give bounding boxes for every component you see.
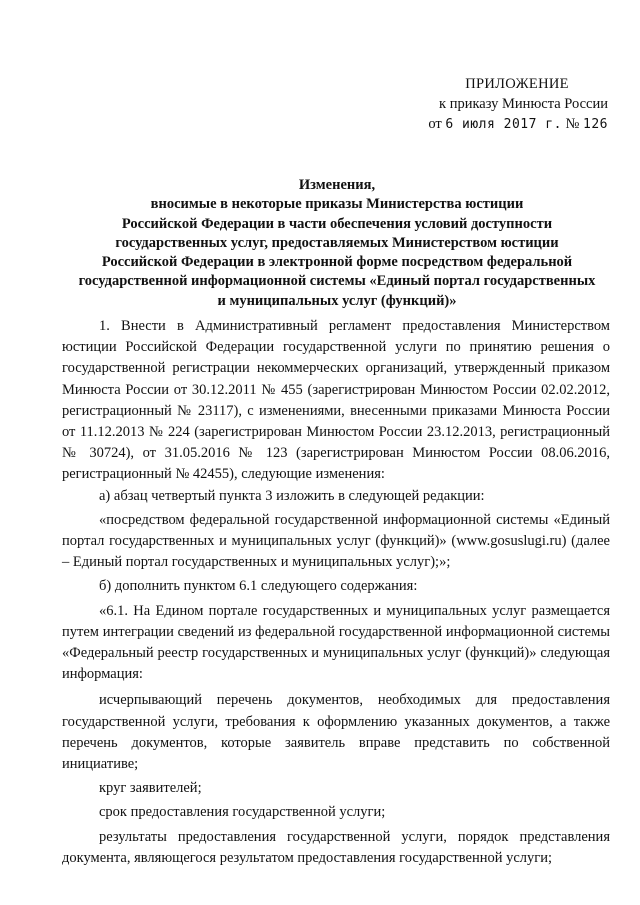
paragraph-sub-b: б) дополнить пунктом 6.1 следующего содержания:: [99, 578, 418, 595]
paragraph-applicants: круг заявителей;: [99, 780, 202, 797]
paragraph-quote-6-1: «6.1. На Едином портале государственных и муниципальных услуг размещается путем интеграции сведений из федеральной государственной информационной системы «Федеральный реестр государственных и муниципальных услуг (функций)» следующая информация:: [62, 602, 610, 683]
paragraph-sub-a: а) абзац четвертый пункта 3 изложить в следующей редакции:: [99, 487, 485, 504]
appendix-title: ПРИЛОЖЕНИЕ: [465, 76, 569, 92]
heading-line: государственных услуг, предоставляемых Министерством юстиции: [115, 234, 559, 251]
paragraph-item-1: 1. Внести в Административный регламент предоставления Министерством юстиции Российской Федерации государственной услуги по принятию решения о государственной регистрации некоммерческих организаций, утвержденный приказом Минюста России от 30.12.2011 № 455 (зарегистрирован Минюстом России 02.02.2012, регистрационный № 23117), с изменениями, внесенными приказами Минюста России от 11.12.2013 № 224 (зарегистрирован Минюстом России 23.12.2013, регистрационный № 30724), от 31.05.2016 № 123 (зарегистрирован Минюстом России 08.06.2016, регистрационный № 42455), следующие изменения:: [62, 318, 610, 483]
paragraph-results: результаты предоставления государственной услуги, порядок представления документа, являющегося результатом предоставления государственной услуги;: [62, 828, 610, 866]
order-date: 6 июля 2017 г.: [445, 117, 562, 132]
paragraph-documents-list: исчерпывающий перечень документов, необходимых для предоставления государственной услуги, требования к оформлению указанных документов, а также перечень документов, которые заявитель вправе представить по собственной инициативе;: [62, 692, 610, 773]
heading-line: Российской Федерации в части обеспечения условий доступности: [121, 215, 553, 232]
order-number: 126: [583, 117, 608, 132]
appendix-date-line: [408, 114, 608, 135]
paragraph-quote-a: «посредством федеральной государственной информационной системы «Единый портал государственных и муниципальных услуг (функций)» (www.gosuslugi.ru) (далее – Единый портал государственных и муниципальных услуг);»;: [62, 511, 610, 571]
appendix-block: [408, 74, 608, 135]
heading-line: Изменения,: [298, 177, 376, 193]
number-prefix: №: [565, 116, 580, 132]
heading-line: вносимые в некоторые приказы Министерства юстиции: [150, 196, 524, 213]
heading-line: и муниципальных услуг (функций)»: [217, 292, 457, 309]
paragraph-term: срок предоставления государственной услуги;: [99, 804, 386, 821]
document-heading: [62, 176, 612, 311]
document-body: [62, 316, 610, 869]
date-prefix: от: [428, 116, 442, 132]
heading-line: государственной информационной системы «Единый портал государственных: [78, 273, 596, 290]
appendix-order-ref: к приказу Минюста России: [439, 96, 608, 112]
heading-line: Российской Федерации в электронной форме посредством федеральной: [101, 254, 573, 271]
